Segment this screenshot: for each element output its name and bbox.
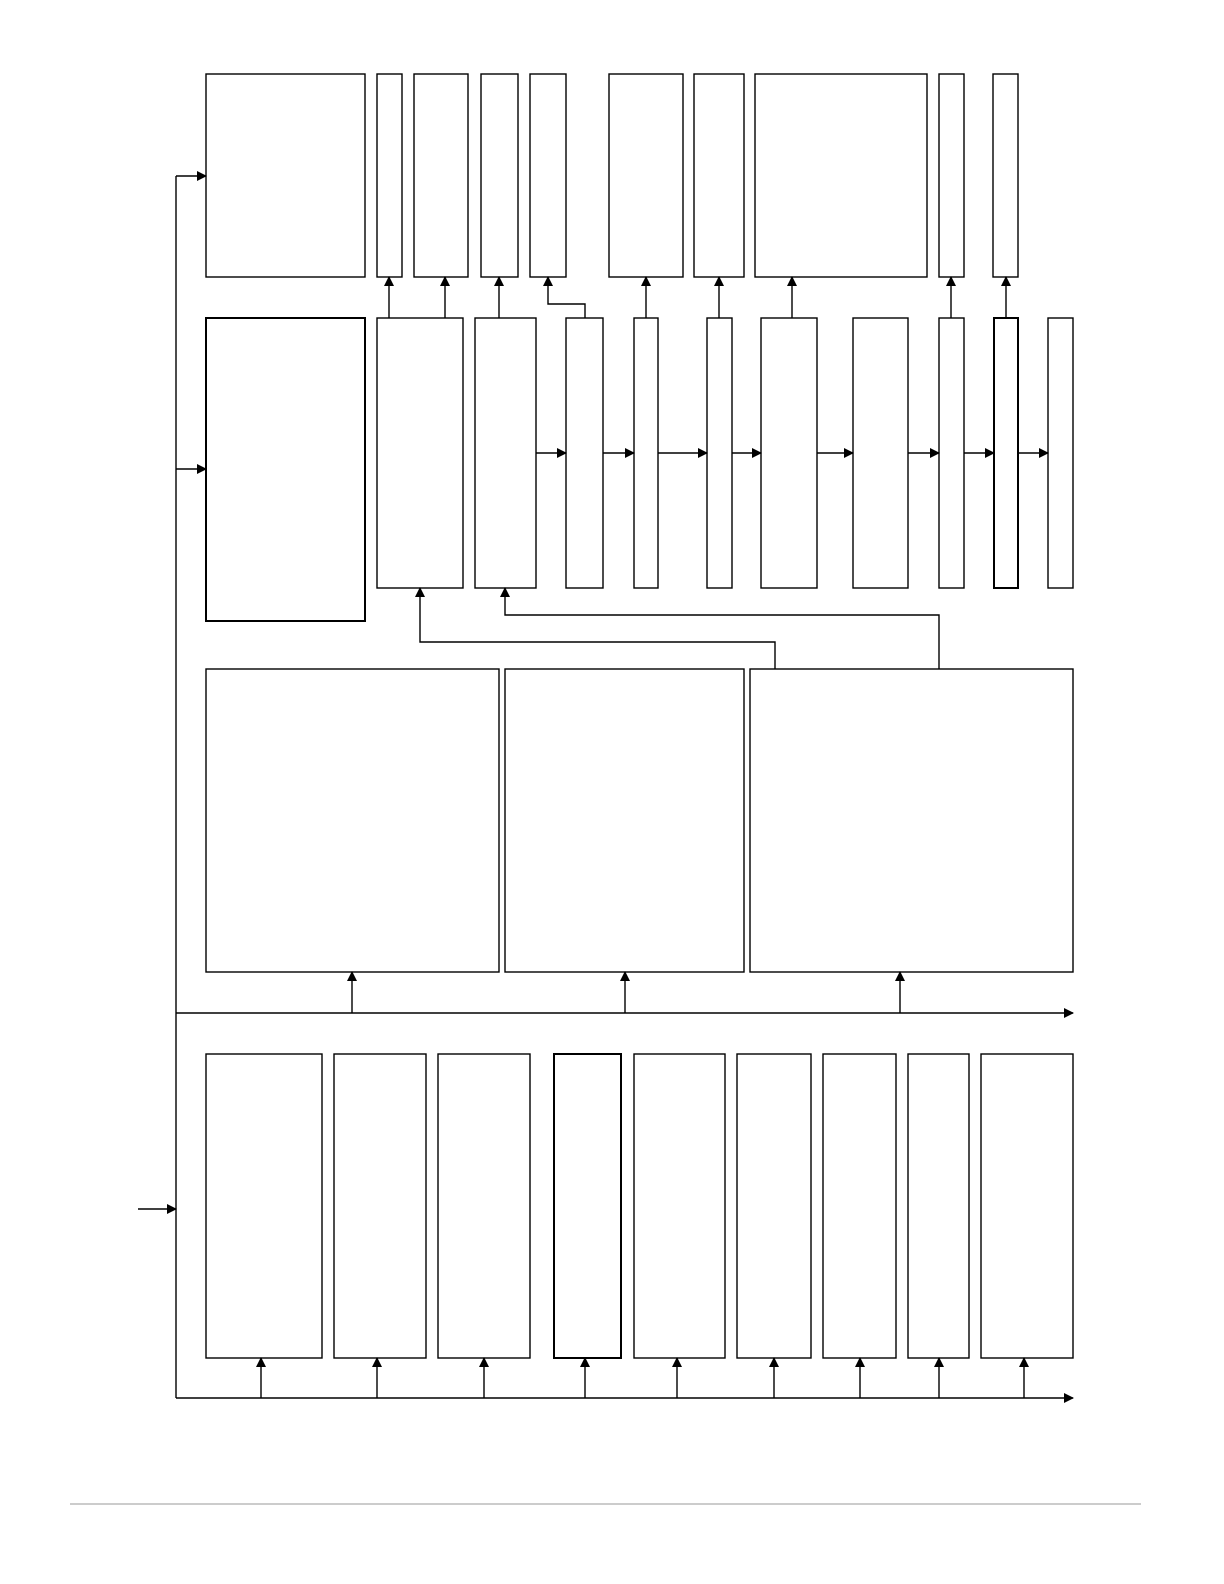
block-r2-6	[761, 318, 817, 588]
block-r2-9	[994, 318, 1018, 588]
block-r2-2	[475, 318, 536, 588]
block-r1-8	[755, 74, 927, 277]
block-r3-2	[505, 669, 744, 972]
block-r4-9	[981, 1054, 1073, 1358]
row-3-blocks	[206, 669, 1073, 972]
block-r4-6	[737, 1054, 811, 1358]
block-r1-10	[993, 74, 1018, 277]
block-r2-4	[634, 318, 658, 588]
feedback-paths	[420, 588, 939, 669]
block-r1-4	[481, 74, 518, 277]
left-trunk	[138, 176, 206, 1398]
block-r4-7	[823, 1054, 896, 1358]
block-r1-1	[206, 74, 365, 277]
upper-bus-feeds	[352, 972, 900, 1013]
lower-bus-feeds	[261, 1358, 1024, 1398]
row-2-to-row-1	[389, 277, 1006, 318]
block-r1-2	[377, 74, 402, 277]
block-r2-7	[853, 318, 908, 588]
block-r4-1	[206, 1054, 322, 1358]
block-r1-5	[530, 74, 566, 277]
feedback-r3-to-r2-2-arrow	[505, 588, 939, 669]
block-r2-8	[939, 318, 964, 588]
block-r4-8	[908, 1054, 969, 1358]
block-r1-3	[414, 74, 468, 277]
block-r3-3	[750, 669, 1073, 972]
block-r2-large	[206, 318, 365, 621]
row-1-blocks	[206, 74, 1018, 277]
block-r2-10	[1048, 318, 1073, 588]
block-r1-9	[939, 74, 964, 277]
row-2-blocks	[206, 318, 1073, 621]
block-r4-2	[334, 1054, 426, 1358]
block-r4-3	[438, 1054, 530, 1358]
block-r1-6	[609, 74, 683, 277]
row-4-blocks	[206, 1054, 1073, 1358]
block-r4-4	[554, 1054, 621, 1358]
block-r2-3	[566, 318, 603, 588]
up-arrow-r1-5	[548, 277, 585, 318]
block-r2-5	[707, 318, 732, 588]
block-r2-1	[377, 318, 463, 588]
block-r3-1	[206, 669, 499, 972]
block-r1-7	[694, 74, 744, 277]
block-r4-5	[634, 1054, 725, 1358]
feedback-r3-to-r2-1-arrow	[420, 588, 775, 669]
